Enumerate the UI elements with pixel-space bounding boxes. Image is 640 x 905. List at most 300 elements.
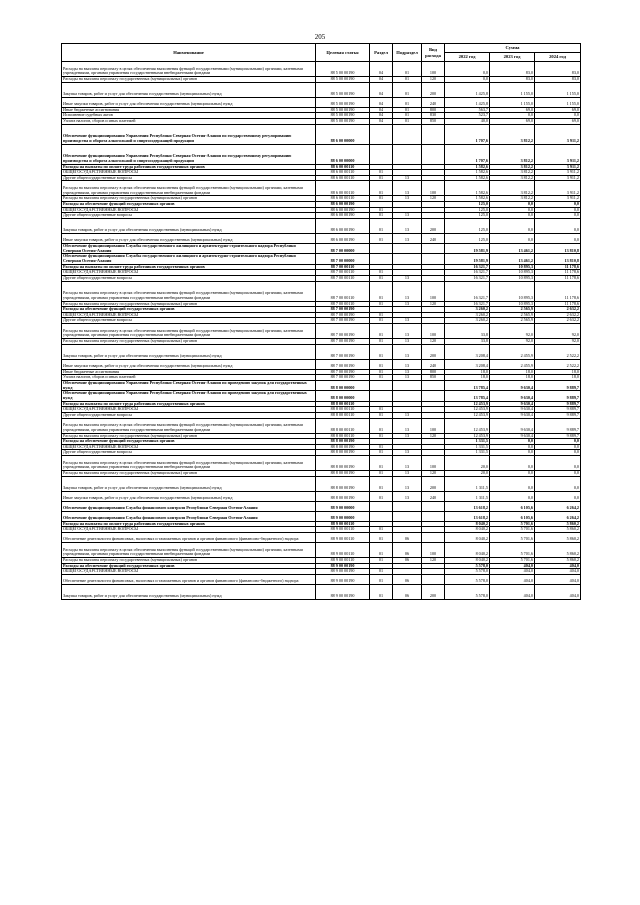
cell-expense-type: 100 bbox=[422, 456, 445, 471]
cell-section: 01 bbox=[370, 569, 393, 575]
cell-code: 88 8 00 00110 bbox=[316, 418, 370, 433]
cell-section bbox=[370, 501, 393, 511]
cell-name: Расходы на выплаты персоналу государственных (муниципальных) органов bbox=[62, 77, 316, 83]
cell-2022: 1 311,5 bbox=[445, 491, 490, 501]
cell-2023: 9 630,4 bbox=[490, 401, 535, 407]
cell-name: Обеспечение функционирования Управления Республики Северная Осетия-Алания по государственному регулированию производства и оборота алкогольной и спиртосодержащей продукции bbox=[62, 124, 316, 144]
cell-code: 88 8 00 00190 bbox=[316, 476, 370, 491]
cell-expense-type: 200 bbox=[422, 82, 445, 97]
cell-code: 88 7 00 00190 bbox=[316, 375, 370, 381]
cell-2024: 13 810,8 bbox=[535, 244, 581, 254]
cell-section: 01 bbox=[370, 542, 393, 557]
cell-subsection: 13 bbox=[393, 359, 422, 369]
cell-2023: 0,0 bbox=[490, 471, 535, 477]
cell-2023: 3 812,2 bbox=[490, 170, 535, 176]
cell-subsection: 06 bbox=[393, 532, 422, 542]
table-row bbox=[62, 124, 581, 144]
cell-2022: 1 582,6 bbox=[445, 164, 490, 170]
cell-subsection: 13 bbox=[393, 281, 422, 301]
cell-2024: 3 911,2 bbox=[535, 196, 581, 202]
cell-subsection: 13 bbox=[393, 175, 422, 181]
cell-2023: 9 630,4 bbox=[490, 391, 535, 401]
cell-2023: 404,0 bbox=[490, 574, 535, 584]
cell-code: 88 6 00 00110 bbox=[316, 175, 370, 181]
cell-subsection: 13 bbox=[393, 412, 422, 418]
table-row bbox=[62, 456, 581, 471]
cell-2023: 3 812,2 bbox=[490, 196, 535, 202]
cell-2024: 18,0 bbox=[535, 369, 581, 375]
cell-name: Иные бюджетные ассигнования bbox=[62, 369, 316, 375]
cell-code: 88 7 00 00190 bbox=[316, 307, 370, 313]
cell-code: 88 8 00 00110 bbox=[316, 401, 370, 407]
cell-2024: 6 264,2 bbox=[535, 511, 581, 521]
cell-subsection bbox=[393, 391, 422, 401]
cell-2022: 12 453,9 bbox=[445, 412, 490, 418]
header-subsection: Подраздел bbox=[393, 44, 422, 62]
cell-expense-type bbox=[422, 244, 445, 254]
cell-section bbox=[370, 124, 393, 144]
cell-expense-type: 200 bbox=[422, 344, 445, 359]
cell-2024: 11 178,6 bbox=[535, 301, 581, 307]
cell-subsection: 01 bbox=[393, 62, 422, 77]
cell-name: ОБЩЕГОСУДАРСТВЕННЫЕ ВОПРОСЫ bbox=[62, 407, 316, 413]
cell-2024: 6 264,2 bbox=[535, 501, 581, 511]
cell-2022: 33,8 bbox=[445, 339, 490, 345]
cell-code: 88 5 00 00190 bbox=[316, 77, 370, 83]
table-row bbox=[62, 234, 581, 244]
cell-name: Другие общегосударственные вопросы bbox=[62, 318, 316, 324]
cell-section: 01 bbox=[370, 324, 393, 339]
cell-2022: 12 453,9 bbox=[445, 401, 490, 407]
cell-section: 01 bbox=[370, 312, 393, 318]
cell-name: Иные закупки товаров, работ и услуг для обеспечения государственных (муниципальных) нужд bbox=[62, 491, 316, 501]
cell-2023: 3 812,2 bbox=[490, 164, 535, 170]
cell-expense-type: 100 bbox=[422, 281, 445, 301]
cell-code: 88 7 00 00110 bbox=[316, 264, 370, 270]
cell-subsection: 13 bbox=[393, 324, 422, 339]
cell-code: 88 5 00 00190 bbox=[316, 62, 370, 77]
cell-code: 88 9 00 00190 bbox=[316, 563, 370, 569]
cell-2022: 523,7 bbox=[445, 113, 490, 119]
cell-2024: 404,0 bbox=[535, 584, 581, 599]
cell-2022: 16 321,7 bbox=[445, 281, 490, 301]
cell-name: Расходы на выплаты персоналу в целях обеспечения выполнения функций государственными (муниципальными) органами, казенными учреждениями, органами управления государственными внебюджетными фондами bbox=[62, 418, 316, 433]
cell-code: 88 7 00 00190 bbox=[316, 324, 370, 339]
cell-subsection: 13 bbox=[393, 339, 422, 345]
cell-2022: 3 260,2 bbox=[445, 312, 490, 318]
cell-2022: 16 321,7 bbox=[445, 270, 490, 276]
cell-expense-type: 800 bbox=[422, 107, 445, 113]
cell-section bbox=[370, 511, 393, 521]
cell-2024: 3 911,2 bbox=[535, 144, 581, 164]
cell-2022: 1 582,6 bbox=[445, 175, 490, 181]
cell-2022: 13 785,4 bbox=[445, 391, 490, 401]
cell-name: Расходы на выплаты по оплате труда работников государственных органов bbox=[62, 264, 316, 270]
cell-subsection: 01 bbox=[393, 118, 422, 124]
cell-name: ОБЩЕГОСУДАРСТВЕННЫЕ ВОПРОСЫ bbox=[62, 312, 316, 318]
cell-2022: 125,0 bbox=[445, 202, 490, 208]
cell-2023: 0,0 bbox=[490, 456, 535, 471]
cell-expense-type bbox=[422, 511, 445, 521]
cell-subsection bbox=[393, 244, 422, 254]
cell-name: Иные закупки товаров, работ и услуг для обеспечения государственных (муниципальных) нужд bbox=[62, 97, 316, 107]
cell-name: Расходы на обеспечение функций государственных органов bbox=[62, 202, 316, 208]
cell-expense-type: 100 bbox=[422, 542, 445, 557]
cell-name: Обеспечение функционирования Управления Республики Северная Осетия-Алания по проведению закупок для государственных нужд bbox=[62, 381, 316, 391]
cell-2022: 125,0 bbox=[445, 213, 490, 219]
cell-2023: 0,0 bbox=[490, 491, 535, 501]
table-row bbox=[62, 418, 581, 433]
cell-2022: 3 260,2 bbox=[445, 307, 490, 313]
table-row bbox=[62, 574, 581, 584]
cell-expense-type: 200 bbox=[422, 584, 445, 599]
cell-section: 01 bbox=[370, 234, 393, 244]
cell-subsection: 06 bbox=[393, 574, 422, 584]
cell-section: 01 bbox=[370, 532, 393, 542]
cell-2022: 125,0 bbox=[445, 234, 490, 244]
cell-subsection: 01 bbox=[393, 113, 422, 119]
table-row bbox=[62, 219, 581, 234]
cell-subsection bbox=[393, 124, 422, 144]
cell-code: 88 9 00 00110 bbox=[316, 532, 370, 542]
cell-code: 88 8 00 00190 bbox=[316, 439, 370, 445]
cell-2023: 404,0 bbox=[490, 563, 535, 569]
cell-2024: 5 860,2 bbox=[535, 557, 581, 563]
cell-2023: 10 895,3 bbox=[490, 270, 535, 276]
cell-2023: 6 105,6 bbox=[490, 501, 535, 511]
cell-2022: 16 321,7 bbox=[445, 275, 490, 281]
cell-2024: 2 632,2 bbox=[535, 312, 581, 318]
cell-2024: 5 860,2 bbox=[535, 521, 581, 527]
cell-2024: 0,0 bbox=[535, 456, 581, 471]
cell-2023: 18,0 bbox=[490, 375, 535, 381]
cell-2024: 0,0 bbox=[535, 471, 581, 477]
cell-name: Иные бюджетные ассигнования bbox=[62, 107, 316, 113]
cell-name: ОБЩЕГОСУДАРСТВЕННЫЕ ВОПРОСЫ bbox=[62, 270, 316, 276]
table-row bbox=[62, 542, 581, 557]
cell-2024: 404,0 bbox=[535, 563, 581, 569]
cell-name: Обеспечение функционирования Службы государственного жилищного и архитектурно-строительного надзора Республики Северная Осетия-Алания bbox=[62, 254, 316, 264]
cell-section: 04 bbox=[370, 77, 393, 83]
cell-section: 01 bbox=[370, 344, 393, 359]
cell-2022: 1 707,6 bbox=[445, 144, 490, 164]
cell-2023: 2 565,9 bbox=[490, 312, 535, 318]
cell-name: Закупка товаров, работ и услуг для обеспечения государственных (муниципальных) нужд bbox=[62, 344, 316, 359]
cell-2024: 3 911,2 bbox=[535, 124, 581, 144]
cell-subsection: 13 bbox=[393, 196, 422, 202]
cell-2024: 3 911,2 bbox=[535, 170, 581, 176]
cell-code: 88 6 00 00190 bbox=[316, 202, 370, 208]
cell-expense-type: 100 bbox=[422, 181, 445, 196]
cell-expense-type: 800 bbox=[422, 369, 445, 375]
table-row bbox=[62, 584, 581, 599]
cell-2024: 0,0 bbox=[535, 113, 581, 119]
cell-2022: 12 453,9 bbox=[445, 407, 490, 413]
cell-2024: 3 911,2 bbox=[535, 164, 581, 170]
cell-2022: 1 331,5 bbox=[445, 439, 490, 445]
cell-section: 01 bbox=[370, 270, 393, 276]
cell-name: Расходы на выплаты персоналу в целях обеспечения выполнения функций государственными (муниципальными) органами, казенными учреждениями, органами управления государственными внебюджетными фондами bbox=[62, 62, 316, 77]
cell-2023: 0,0 bbox=[490, 476, 535, 491]
cell-name: Обеспечение деятельности финансовых, налоговых и таможенных органов и органов финансового (финансово-бюджетного) надзора bbox=[62, 574, 316, 584]
cell-2023: 0,0 bbox=[490, 207, 535, 213]
cell-name: Расходы на выплаты по оплате труда работников государственных органов bbox=[62, 521, 316, 527]
cell-section: 01 bbox=[370, 369, 393, 375]
cell-name: Обеспечение функционирования Службы финансового контроля Республики Северная Осетия-Алания bbox=[62, 501, 316, 511]
cell-subsection: 06 bbox=[393, 557, 422, 563]
cell-2022: 1 582,6 bbox=[445, 196, 490, 202]
cell-2024: 9 889,7 bbox=[535, 407, 581, 413]
cell-subsection: 13 bbox=[393, 301, 422, 307]
cell-2023: 0,0 bbox=[490, 234, 535, 244]
cell-code: 88 7 00 00190 bbox=[316, 339, 370, 345]
cell-2023: 5 701,6 bbox=[490, 527, 535, 533]
cell-name: ОБЩЕГОСУДАРСТВЕННЫЕ ВОПРОСЫ bbox=[62, 444, 316, 450]
cell-code: 88 7 00 00000 bbox=[316, 254, 370, 264]
cell-section: 01 bbox=[370, 339, 393, 345]
cell-expense-type: 120 bbox=[422, 471, 445, 477]
cell-2024: 9 889,7 bbox=[535, 418, 581, 433]
cell-section: 01 bbox=[370, 219, 393, 234]
cell-2023: 69,0 bbox=[490, 118, 535, 124]
cell-name: Расходы на обеспечение функций государственных органов bbox=[62, 439, 316, 445]
cell-code: 88 9 00 00190 bbox=[316, 574, 370, 584]
cell-2023: 83,0 bbox=[490, 77, 535, 83]
cell-name: Расходы на выплаты персоналу в целях обеспечения выполнения функций государственными (муниципальными) органами, казенными учреждениями, органами управления государственными внебюджетными фондами bbox=[62, 324, 316, 339]
cell-subsection: 06 bbox=[393, 542, 422, 557]
cell-2022: 20,0 bbox=[445, 456, 490, 471]
cell-code: 88 8 00 00000 bbox=[316, 381, 370, 391]
cell-2024: 1 155,0 bbox=[535, 82, 581, 97]
cell-2024: 69,0 bbox=[535, 118, 581, 124]
cell-expense-type: 120 bbox=[422, 433, 445, 439]
cell-2022: 13 785,4 bbox=[445, 381, 490, 391]
cell-section: 04 bbox=[370, 107, 393, 113]
cell-section: 01 bbox=[370, 359, 393, 369]
cell-section: 01 bbox=[370, 318, 393, 324]
cell-subsection bbox=[393, 511, 422, 521]
cell-section: 01 bbox=[370, 275, 393, 281]
cell-subsection bbox=[393, 144, 422, 164]
cell-section: 01 bbox=[370, 375, 393, 381]
cell-2024: 0,0 bbox=[535, 439, 581, 445]
cell-section: 04 bbox=[370, 97, 393, 107]
header-year-2024: 2024 год bbox=[535, 53, 581, 62]
cell-code: 88 7 00 00110 bbox=[316, 270, 370, 276]
cell-2024: 5 860,2 bbox=[535, 527, 581, 533]
cell-expense-type: 240 bbox=[422, 97, 445, 107]
cell-2023: 2 455,9 bbox=[490, 359, 535, 369]
header-year-2023: 2023 год bbox=[490, 53, 535, 62]
cell-2023: 0,0 bbox=[490, 202, 535, 208]
cell-2024: 404,0 bbox=[535, 574, 581, 584]
cell-2023: 9 630,4 bbox=[490, 381, 535, 391]
cell-2022: 125,0 bbox=[445, 219, 490, 234]
cell-code: 88 9 00 00110 bbox=[316, 542, 370, 557]
cell-2023: 0,0 bbox=[490, 113, 535, 119]
cell-subsection: 13 bbox=[393, 275, 422, 281]
cell-2023: 0,0 bbox=[490, 219, 535, 234]
cell-2024: 92,0 bbox=[535, 324, 581, 339]
cell-code: 88 8 00 00190 bbox=[316, 450, 370, 456]
cell-2024: 9 889,7 bbox=[535, 381, 581, 391]
cell-2022: 125,0 bbox=[445, 207, 490, 213]
cell-code: 88 9 00 00110 bbox=[316, 527, 370, 533]
table-row bbox=[62, 491, 581, 501]
cell-2022: 8 040,2 bbox=[445, 532, 490, 542]
cell-name: Другие общегосударственные вопросы bbox=[62, 275, 316, 281]
cell-subsection: 13 bbox=[393, 369, 422, 375]
cell-2024: 92,0 bbox=[535, 339, 581, 345]
cell-2024: 0,0 bbox=[535, 450, 581, 456]
cell-2023: 10 895,3 bbox=[490, 281, 535, 301]
cell-2022: 16 321,7 bbox=[445, 264, 490, 270]
cell-section: 01 bbox=[370, 433, 393, 439]
cell-2023: 9 630,4 bbox=[490, 412, 535, 418]
cell-2024: 9 889,7 bbox=[535, 401, 581, 407]
cell-section: 01 bbox=[370, 557, 393, 563]
cell-2022: 8 040,2 bbox=[445, 542, 490, 557]
cell-expense-type: 120 bbox=[422, 557, 445, 563]
table-row bbox=[62, 82, 581, 97]
cell-name: Расходы на обеспечение функций государственных органов bbox=[62, 563, 316, 569]
cell-subsection: 13 bbox=[393, 456, 422, 471]
table-row bbox=[62, 532, 581, 542]
cell-section bbox=[370, 391, 393, 401]
cell-name: Другие общегосударственные вопросы bbox=[62, 412, 316, 418]
cell-code: 88 6 00 00190 bbox=[316, 234, 370, 244]
table-row bbox=[62, 181, 581, 196]
cell-subsection bbox=[393, 501, 422, 511]
cell-section: 01 bbox=[370, 584, 393, 599]
cell-2024: 0,0 bbox=[535, 202, 581, 208]
cell-expense-type: 240 bbox=[422, 359, 445, 369]
header-year-2022: 2022 год bbox=[445, 53, 490, 62]
cell-section: 01 bbox=[370, 444, 393, 450]
cell-code: 88 6 00 00190 bbox=[316, 207, 370, 213]
cell-expense-type bbox=[422, 144, 445, 164]
cell-code: 88 5 00 00190 bbox=[316, 113, 370, 119]
cell-2023: 69,0 bbox=[490, 107, 535, 113]
cell-2022: 8 040,2 bbox=[445, 557, 490, 563]
cell-section bbox=[370, 254, 393, 264]
cell-code: 88 5 00 00190 bbox=[316, 82, 370, 97]
header-sum: Сумма bbox=[445, 44, 581, 53]
cell-code: 88 8 00 00110 bbox=[316, 433, 370, 439]
table-row bbox=[62, 62, 581, 77]
cell-subsection: 01 bbox=[393, 77, 422, 83]
cell-2022: 16 321,7 bbox=[445, 301, 490, 307]
cell-expense-type: 100 bbox=[422, 418, 445, 433]
cell-code: 88 6 00 00110 bbox=[316, 170, 370, 176]
cell-subsection: 13 bbox=[393, 234, 422, 244]
cell-2024: 83,0 bbox=[535, 62, 581, 77]
cell-2023: 2 455,9 bbox=[490, 344, 535, 359]
cell-2022: 1 331,5 bbox=[445, 444, 490, 450]
cell-expense-type bbox=[422, 532, 445, 542]
cell-subsection: 13 bbox=[393, 318, 422, 324]
cell-expense-type: 240 bbox=[422, 491, 445, 501]
cell-2023: 3 812,2 bbox=[490, 124, 535, 144]
cell-2023: 404,0 bbox=[490, 569, 535, 575]
cell-code: 88 8 00 00110 bbox=[316, 407, 370, 413]
cell-2022: 33,8 bbox=[445, 324, 490, 339]
cell-code: 88 7 00 00110 bbox=[316, 301, 370, 307]
cell-section: 01 bbox=[370, 301, 393, 307]
cell-code: 88 8 00 00190 bbox=[316, 444, 370, 450]
cell-2024: 0,0 bbox=[535, 491, 581, 501]
cell-name: Расходы на выплаты персоналу государственных (муниципальных) органов bbox=[62, 471, 316, 477]
cell-2022: 3 208,4 bbox=[445, 344, 490, 359]
cell-2024: 404,0 bbox=[535, 569, 581, 575]
cell-2024: 69,0 bbox=[535, 107, 581, 113]
cell-section bbox=[370, 144, 393, 164]
cell-code: 88 8 00 00190 bbox=[316, 471, 370, 477]
cell-2024: 3 911,2 bbox=[535, 175, 581, 181]
cell-2024: 83,0 bbox=[535, 77, 581, 83]
cell-2023: 0,0 bbox=[490, 439, 535, 445]
cell-expense-type bbox=[422, 501, 445, 511]
cell-name: Обеспечение функционирования Службы финансового контроля Республики Северная Осетия-Алания bbox=[62, 511, 316, 521]
cell-code: 88 7 00 00190 bbox=[316, 318, 370, 324]
cell-subsection: 13 bbox=[393, 471, 422, 477]
cell-2023: 9 630,4 bbox=[490, 407, 535, 413]
cell-name: Другие общегосударственные вопросы bbox=[62, 213, 316, 219]
cell-section: 01 bbox=[370, 175, 393, 181]
cell-expense-type: 200 bbox=[422, 219, 445, 234]
cell-code: 88 6 00 00190 bbox=[316, 219, 370, 234]
cell-2023: 9 630,4 bbox=[490, 418, 535, 433]
cell-name: Расходы на выплаты персоналу государственных (муниципальных) органов bbox=[62, 433, 316, 439]
cell-name: ОБЩЕГОСУДАРСТВЕННЫЕ ВОПРОСЫ bbox=[62, 569, 316, 575]
cell-subsection bbox=[393, 254, 422, 264]
cell-2022: 19 581,9 bbox=[445, 244, 490, 254]
table-row bbox=[62, 281, 581, 301]
cell-2022: 563,7 bbox=[445, 107, 490, 113]
cell-2022: 13 618,2 bbox=[445, 511, 490, 521]
cell-expense-type: 240 bbox=[422, 234, 445, 244]
cell-2024: 9 889,7 bbox=[535, 433, 581, 439]
cell-subsection bbox=[393, 381, 422, 391]
cell-code: 88 8 00 00110 bbox=[316, 412, 370, 418]
cell-name: Обеспечение функционирования Управления Республики Северная Осетия-Алания по проведению закупок для государственных нужд bbox=[62, 391, 316, 401]
cell-code: 88 6 00 00000 bbox=[316, 144, 370, 164]
table-row bbox=[62, 144, 581, 164]
cell-subsection: 13 bbox=[393, 219, 422, 234]
cell-2022: 1 582,6 bbox=[445, 170, 490, 176]
cell-name: Иные закупки товаров, работ и услуг для обеспечения государственных (муниципальных) нужд bbox=[62, 234, 316, 244]
cell-section: 04 bbox=[370, 62, 393, 77]
cell-subsection: 13 bbox=[393, 476, 422, 491]
cell-code: 88 5 00 00190 bbox=[316, 97, 370, 107]
cell-expense-type: 120 bbox=[422, 77, 445, 83]
cell-section: 01 bbox=[370, 574, 393, 584]
cell-2024: 11 178,6 bbox=[535, 275, 581, 281]
cell-2023: 10 895,3 bbox=[490, 275, 535, 281]
cell-expense-type bbox=[422, 254, 445, 264]
cell-2022: 18,0 bbox=[445, 375, 490, 381]
cell-name: Закупка товаров, работ и услуг для обеспечения государственных (муниципальных) нужд bbox=[62, 584, 316, 599]
cell-section bbox=[370, 381, 393, 391]
cell-2023: 3 812,2 bbox=[490, 175, 535, 181]
cell-2022: 5 578,0 bbox=[445, 569, 490, 575]
cell-code: 88 6 00 00110 bbox=[316, 164, 370, 170]
cell-2022: 3 208,4 bbox=[445, 359, 490, 369]
cell-2022: 8 040,2 bbox=[445, 527, 490, 533]
cell-subsection: 06 bbox=[393, 584, 422, 599]
cell-name: ОБЩЕГОСУДАРСТВЕННЫЕ ВОПРОСЫ bbox=[62, 207, 316, 213]
table-row bbox=[62, 97, 581, 107]
